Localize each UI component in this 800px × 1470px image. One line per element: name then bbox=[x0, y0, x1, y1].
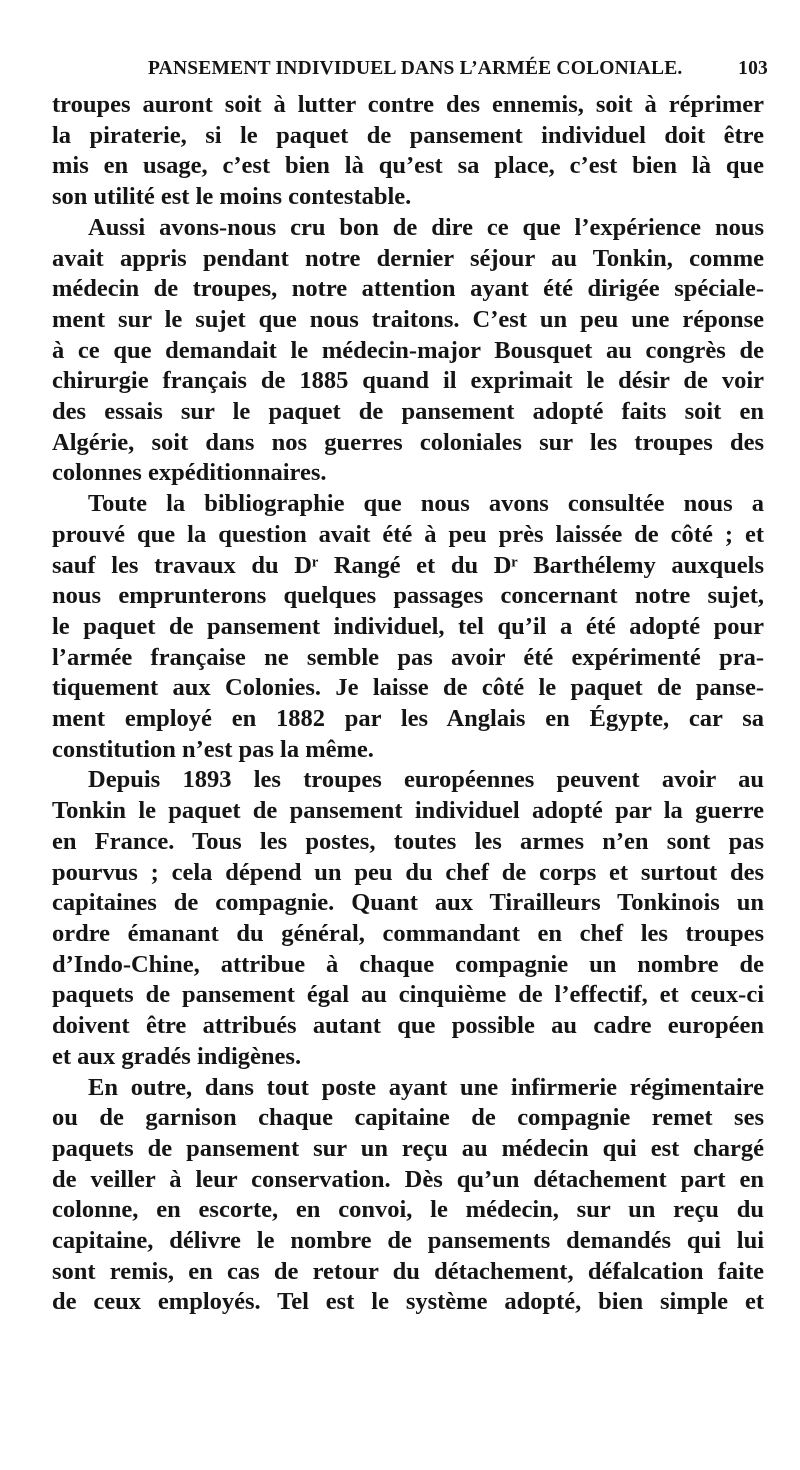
text-line: sauf les travaux du Dʳ Rangé et du Dʳ Barthélemy auxquels bbox=[52, 551, 764, 579]
text-line: paquets de pansement égal au cinquième de l’effectif, et ceux-ci bbox=[52, 981, 764, 1009]
text-line: et aux gradés indigènes. bbox=[52, 1042, 302, 1070]
text-line: ment employé en 1882 par les Anglais en Égypte, car sa bbox=[52, 705, 764, 733]
text-line: le paquet de pansement individuel, tel qu’il a été adopté pour bbox=[52, 612, 764, 640]
text-line: l’armée française ne semble pas avoir été expérimenté pra- bbox=[52, 643, 764, 671]
text-line: capitaine, délivre le nombre de pansements demandés qui lui bbox=[52, 1227, 764, 1255]
text-line: Aussi avons-nous cru bon de dire ce que l’expérience nous bbox=[88, 213, 764, 241]
text-line: à ce que demandait le médecin-major Bousquet au congrès de bbox=[52, 336, 764, 364]
text-line: nous emprunterons quelques passages concernant notre sujet, bbox=[52, 582, 764, 610]
text-line: troupes auront soit à lutter contre des ennemis, soit à réprimer bbox=[52, 91, 764, 118]
text-line: En outre, dans tout poste ayant une infirmerie régimentaire bbox=[88, 1073, 764, 1101]
text-line: avait appris pendant notre dernier séjour au Tonkin, comme bbox=[52, 244, 764, 272]
text-line: la piraterie, si le paquet de pansement individuel doit être bbox=[52, 121, 764, 149]
text-line: pourvus ; cela dépend un peu du chef de corps et surtout des bbox=[52, 858, 764, 886]
body-text bbox=[52, 90, 764, 1318]
text-line: en France. Tous les postes, toutes les armes n’en sont pas bbox=[52, 827, 764, 855]
text-line: tiquement aux Colonies. Je laisse de côté le paquet de panse- bbox=[52, 674, 764, 702]
text-line: médecin de troupes, notre attention ayant été dirigée spéciale- bbox=[52, 275, 764, 303]
text-line: chirurgie français de 1885 quand il exprimait le désir de voir bbox=[52, 367, 764, 395]
text-line: de ceux employés. Tel est le système adopté, bien simple et bbox=[52, 1288, 764, 1316]
text-line: doivent être attribués autant que possible au cadre européen bbox=[52, 1012, 764, 1040]
text-line: sont remis, en cas de retour du détachement, défalcation faite bbox=[52, 1257, 764, 1285]
text-line: prouvé que la question avait été à peu près laissée de côté ; et bbox=[52, 520, 764, 548]
text-line: ment sur le sujet que nous traitons. C’est un peu une réponse bbox=[52, 305, 764, 333]
text-line: son utilité est le moins contestable. bbox=[52, 183, 412, 211]
text-line: Algérie, soit dans nos guerres coloniales sur les troupes des bbox=[52, 428, 764, 456]
text-line: capitaines de compagnie. Quant aux Tirailleurs Tonkinois un bbox=[52, 889, 764, 917]
paragraph-4 bbox=[52, 765, 764, 1072]
text-line: mis en usage, c’est bien là qu’est sa place, c’est bien là que bbox=[52, 152, 764, 180]
text-line: ou de garnison chaque capitaine de compagnie remet ses bbox=[52, 1104, 764, 1132]
paragraph-2 bbox=[52, 213, 764, 489]
text-line: de veiller à leur conservation. Dès qu’un détachement part en bbox=[52, 1165, 764, 1193]
page-number: 103 bbox=[738, 58, 768, 79]
text-line: paquets de pansement sur un reçu au médecin qui est chargé bbox=[52, 1134, 764, 1162]
text-line: Depuis 1893 les troupes européennes peuvent avoir au bbox=[88, 766, 764, 794]
text-line: constitution n’est pas la même. bbox=[52, 735, 374, 763]
running-header-title: PANSEMENT INDIVIDUEL DANS L’ARMÉE COLONIALE. bbox=[148, 58, 683, 79]
text-line: colonnes expéditionnaires. bbox=[52, 459, 327, 487]
paragraph-3 bbox=[52, 489, 764, 765]
text-line: Toute la bibliographie que nous avons consultée nous a bbox=[88, 490, 764, 518]
text-line: colonne, en escorte, en convoi, le médecin, sur un reçu du bbox=[52, 1196, 764, 1224]
paragraph-1 bbox=[52, 90, 764, 213]
text-line: d’Indo-Chine, attribue à chaque compagnie un nombre de bbox=[52, 950, 764, 978]
text-line: Tonkin le paquet de pansement individuel adopté par la guerre bbox=[52, 797, 764, 825]
paragraph-5 bbox=[52, 1073, 764, 1319]
running-header bbox=[148, 58, 768, 84]
text-line: ordre émanant du général, commandant en chef les troupes bbox=[52, 919, 764, 947]
text-line: des essais sur le paquet de pansement adopté faits soit en bbox=[52, 398, 764, 426]
